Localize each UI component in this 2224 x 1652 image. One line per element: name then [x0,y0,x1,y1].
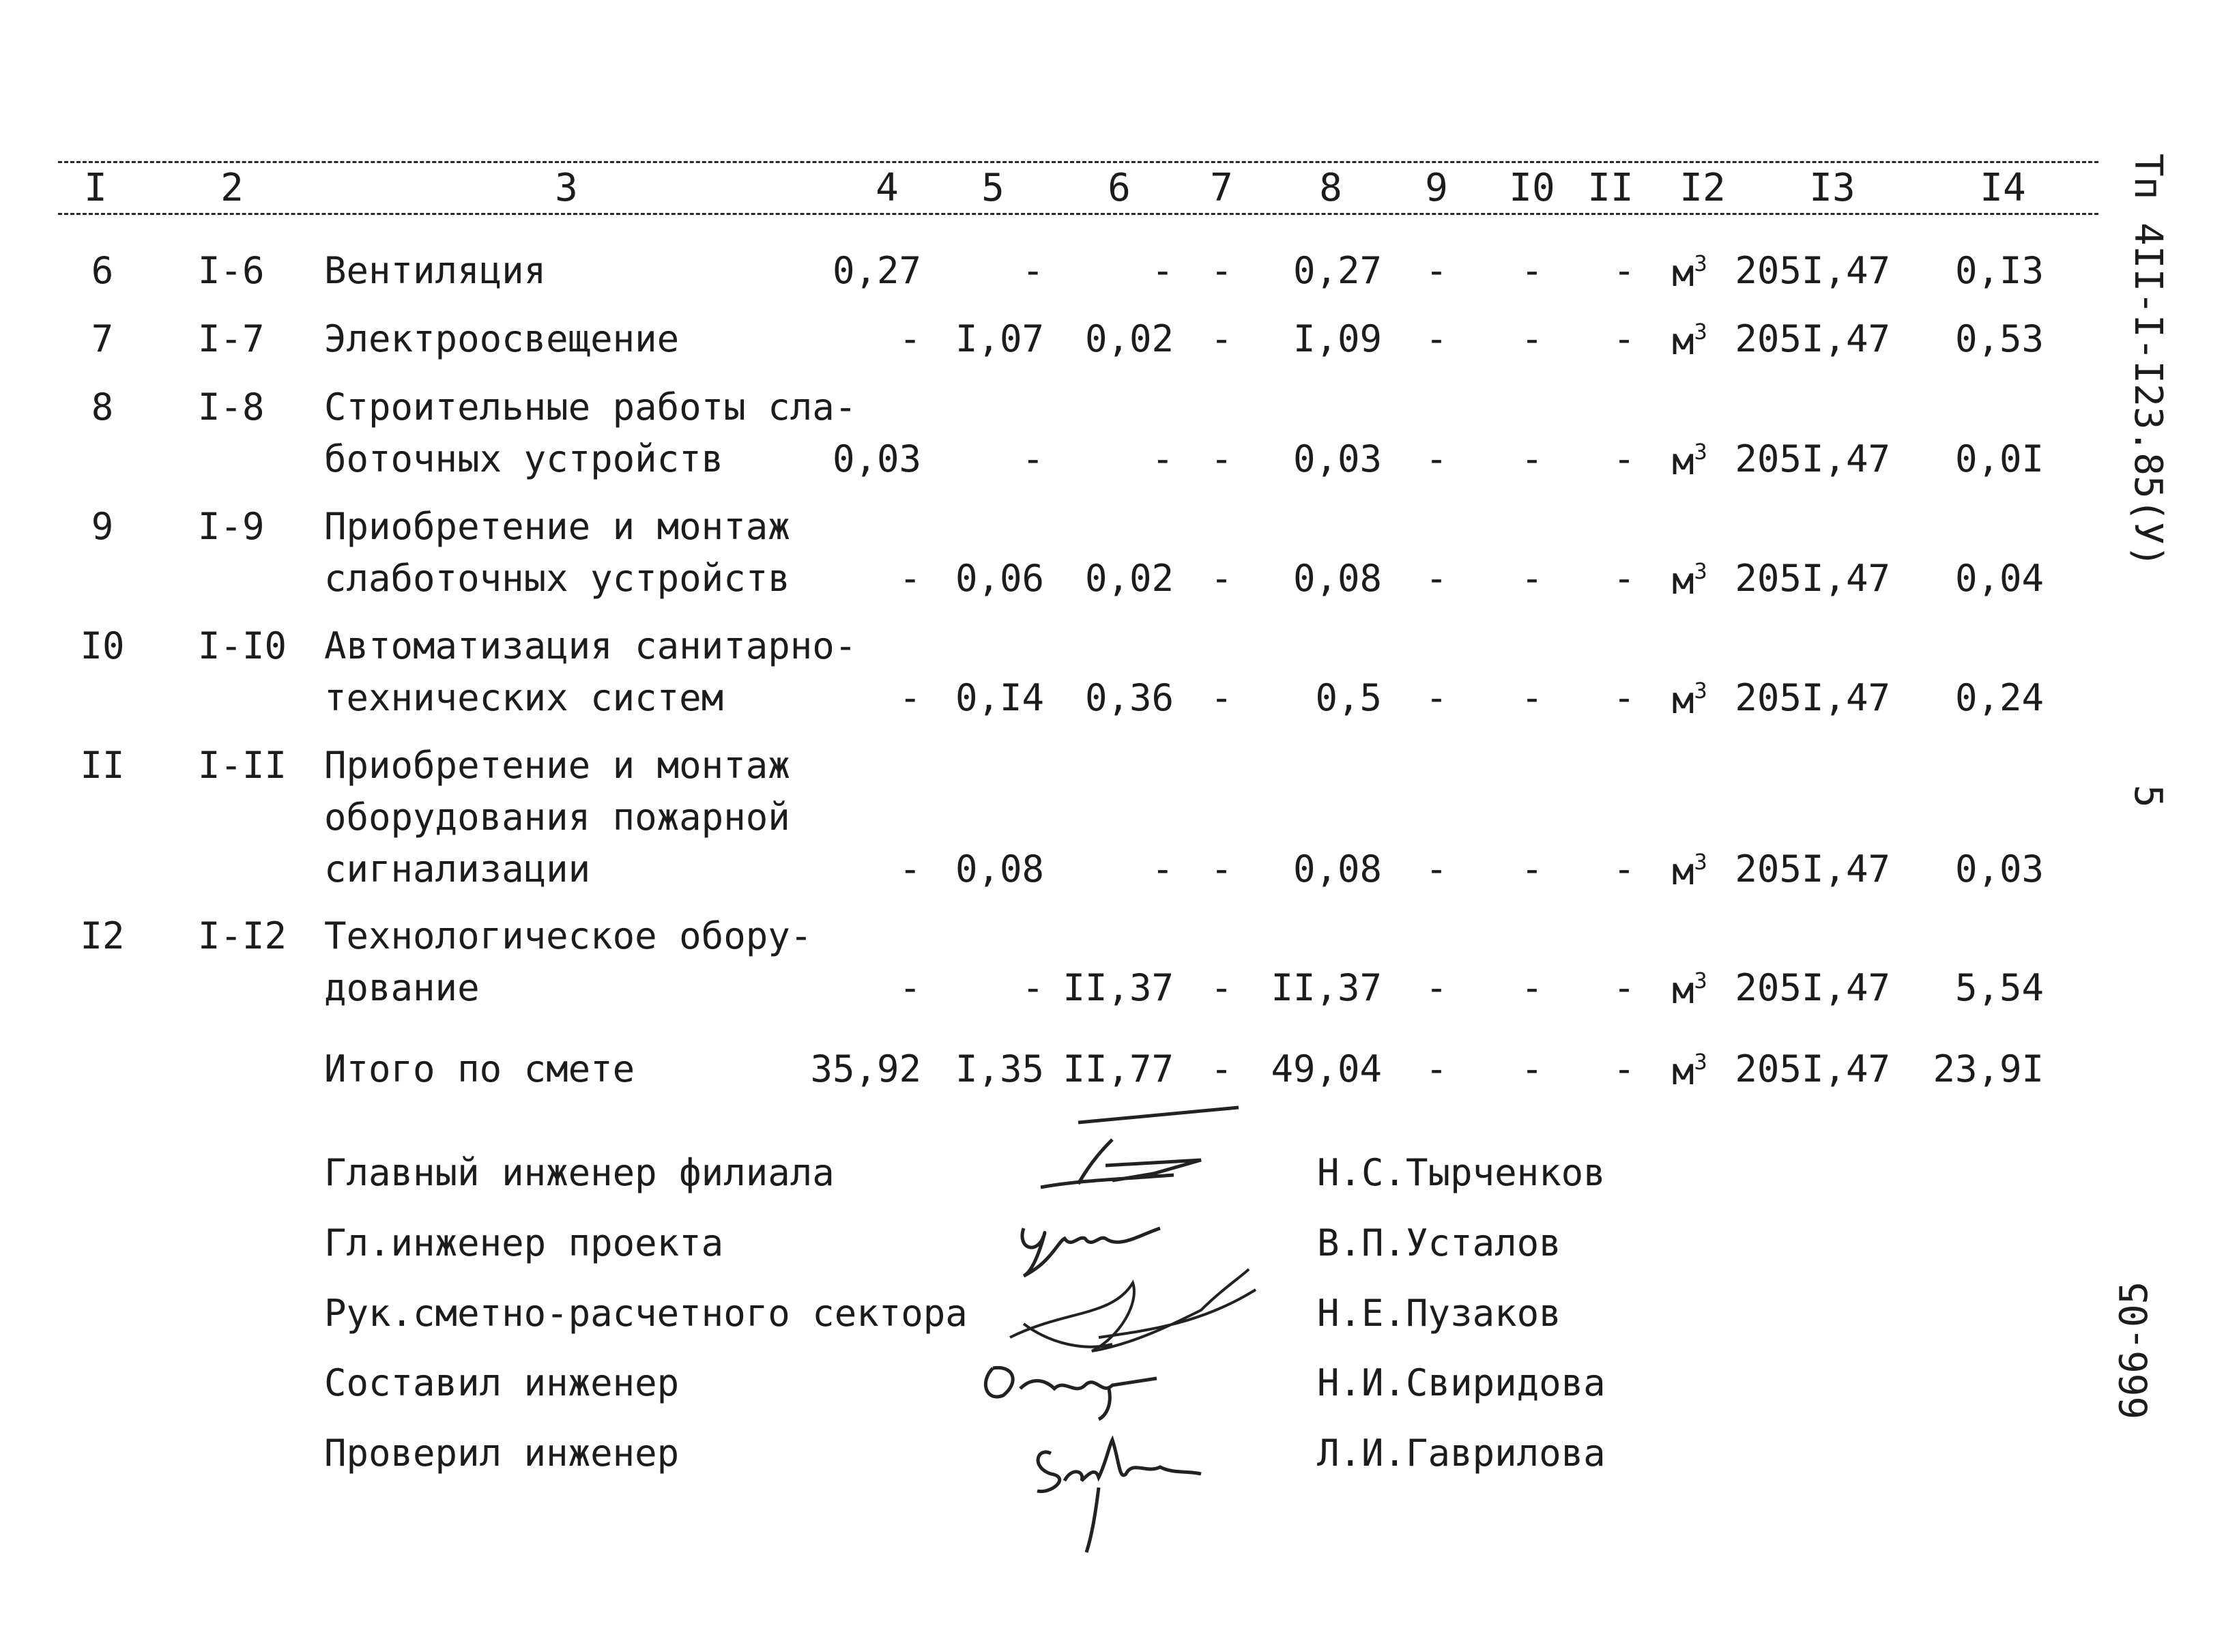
total-unit: $м^3$ [1672,1049,1707,1093]
row-col-4: - [899,847,921,890]
row-col-14: 0,0I [1954,437,2044,480]
signature-name-2: В.П.Усталов [1317,1221,1561,1264]
header-col-8: 8 [1319,166,1342,210]
row-code: I-I0 [198,624,287,667]
row-col-5: - [1022,437,1044,480]
total-col-6: II,77 [1063,1047,1174,1090]
row-col-14: 0,I3 [1954,249,2044,292]
margin-archive-number: 666-05 [2112,1281,2156,1419]
row-col-4: 0,03 [832,437,921,480]
header-col-9: 9 [1425,166,1448,210]
row-col-13: 205I,47 [1735,847,1890,890]
row-number: II [80,744,125,787]
row-col-14: 5,54 [1954,966,2044,1009]
row-col-7: - [1210,676,1233,719]
total-col-8: 49,04 [1271,1047,1382,1090]
row-col-14: 0,03 [1954,847,2044,890]
row-col-10: - [1520,966,1544,1009]
row-col-6: - [1151,437,1174,480]
row-col-8: 0,03 [1292,437,1382,480]
header-col-1: I [84,166,107,210]
row-number: 7 [91,317,114,360]
row-description-line: Строительные работы сла- [324,386,857,429]
row-col-7: - [1210,249,1233,292]
row-col-7: - [1210,847,1233,890]
row-number: 9 [91,505,114,548]
row-number: 8 [91,386,114,429]
row-col-6: - [1151,249,1174,292]
row-unit: $м^3$ [1672,250,1707,295]
row-number: 6 [91,249,114,292]
row-col-9: - [1425,249,1448,292]
header-bottom-rule [58,213,2098,215]
total-col-10: - [1520,1047,1544,1090]
row-col-14: 0,24 [1954,676,2044,719]
row-col-7: - [1210,317,1233,360]
total-underline [1078,1105,1242,1126]
row-col-6: - [1151,847,1174,890]
row-col-4: - [899,317,921,360]
row-col-11: - [1613,437,1636,480]
row-col-13: 205I,47 [1735,966,1890,1009]
row-col-13: 205I,47 [1735,557,1890,600]
row-col-5: - [1022,966,1044,1009]
row-number: I2 [80,914,125,957]
row-col-11: - [1613,317,1636,360]
row-col-4: - [899,676,921,719]
row-col-6: 0,02 [1084,317,1174,360]
row-col-8: 0,27 [1292,249,1382,292]
signature-name-5: Л.И.Гаврилова [1317,1432,1606,1475]
row-col-7: - [1210,437,1233,480]
row-col-5: 0,I4 [955,676,1044,719]
header-col-7: 7 [1210,166,1233,210]
row-col-7: - [1210,966,1233,1009]
row-col-10: - [1520,437,1544,480]
row-col-10: - [1520,249,1544,292]
row-unit: $м^3$ [1672,678,1707,722]
handwritten-signature-1 [1037,1133,1215,1201]
row-col-13: 205I,47 [1735,317,1890,360]
signature-role-5: Проверил инженер [324,1432,680,1475]
row-col-8: II,37 [1271,966,1382,1009]
row-col-5: I,07 [955,317,1044,360]
row-col-6: 0,02 [1084,557,1174,600]
row-description-line: Технологическое обору- [324,914,813,957]
row-col-9: - [1425,437,1448,480]
row-code: I-9 [198,505,265,548]
header-col-12: I2 [1679,166,1726,210]
row-number: I0 [80,624,125,667]
row-col-9: - [1425,317,1448,360]
signature-name-1: Н.С.Тырченков [1317,1151,1606,1194]
row-description-line: слаботочных устройств [324,557,790,600]
header-col-6: 6 [1108,166,1131,210]
row-code: I-8 [198,386,265,429]
row-col-7: - [1210,557,1233,600]
row-description-line: Автоматизация санитарно- [324,624,857,667]
row-col-11: - [1613,847,1636,890]
row-code: I-7 [198,317,265,360]
row-description-line: Электроосвещение [324,317,680,360]
header-col-10: I0 [1509,166,1555,210]
row-description-line: сигнализации [324,847,591,890]
row-col-4: - [899,557,921,600]
row-description-line: дование [324,966,480,1009]
row-col-4: 0,27 [832,249,921,292]
signature-role-2: Гл.инженер проекта [324,1221,724,1264]
total-col-14: 23,9I [1933,1047,2044,1090]
row-col-10: - [1520,847,1544,890]
signature-name-4: Н.И.Свиридова [1317,1361,1606,1404]
signature-name-3: Н.Е.Пузаков [1317,1292,1561,1335]
row-description-line: Приобретение и монтаж [324,505,790,548]
row-col-11: - [1613,966,1636,1009]
row-description-line: боточных устройств [324,437,724,480]
row-col-8: 0,08 [1292,557,1382,600]
row-code: I-I2 [198,914,287,957]
row-unit: $м^3$ [1672,319,1707,363]
total-col-7: - [1210,1047,1233,1090]
header-col-5: 5 [981,166,1005,210]
row-col-13: 205I,47 [1735,676,1890,719]
handwritten-signature-4 [972,1348,1191,1423]
row-col-6: 0,36 [1084,676,1174,719]
header-top-rule [58,161,2098,163]
total-col-4: 35,92 [810,1047,921,1090]
header-col-11: II [1587,166,1634,210]
row-unit: $м^3$ [1672,439,1707,483]
margin-doc-code: Тп 4II-I-I23.85(У) [2126,154,2170,568]
row-col-8: 0,5 [1315,676,1382,719]
row-col-14: 0,53 [1954,317,2044,360]
row-col-11: - [1613,557,1636,600]
row-col-5: 0,06 [955,557,1044,600]
row-unit: $м^3$ [1672,558,1707,603]
header-col-13: I3 [1809,166,1855,210]
signature-role-3: Рук.сметно-расчетного сектора [324,1292,968,1335]
handwritten-signature-5 [1024,1426,1228,1556]
row-col-11: - [1613,249,1636,292]
total-col-5: I,35 [955,1047,1044,1090]
row-col-9: - [1425,847,1448,890]
row-col-8: I,09 [1292,317,1382,360]
row-col-11: - [1613,676,1636,719]
margin-page-number: 5 [2126,785,2170,808]
row-col-10: - [1520,676,1544,719]
row-description-line: технических систем [324,676,724,719]
row-code: I-II [198,744,287,787]
row-col-14: 0,04 [1954,557,2044,600]
row-col-9: - [1425,676,1448,719]
row-col-5: 0,08 [955,847,1044,890]
total-col-13: 205I,47 [1735,1047,1890,1090]
row-col-9: - [1425,966,1448,1009]
row-description-line: Вентиляция [324,249,547,292]
total-label: Итого по смете [324,1047,635,1090]
total-col-11: - [1613,1047,1636,1090]
row-col-5: - [1022,249,1044,292]
signature-role-4: Составил инженер [324,1361,680,1404]
row-code: I-6 [198,249,265,292]
row-col-8: 0,08 [1292,847,1382,890]
row-col-10: - [1520,557,1544,600]
row-description-line: оборудования пожарной [324,796,790,839]
row-col-10: - [1520,317,1544,360]
row-unit: $м^3$ [1672,849,1707,893]
header-col-4: 4 [876,166,899,210]
header-col-3: 3 [555,166,578,210]
header-col-14: I4 [1980,166,2026,210]
row-col-9: - [1425,557,1448,600]
row-col-13: 205I,47 [1735,437,1890,480]
signature-role-1: Главный инженер филиала [324,1151,835,1194]
row-description-line: Приобретение и монтаж [324,744,790,787]
row-col-13: 205I,47 [1735,249,1890,292]
header-col-2: 2 [220,166,244,210]
row-col-6: II,37 [1063,966,1174,1009]
total-col-9: - [1425,1047,1448,1090]
row-col-4: - [899,966,921,1009]
row-unit: $м^3$ [1672,968,1707,1012]
